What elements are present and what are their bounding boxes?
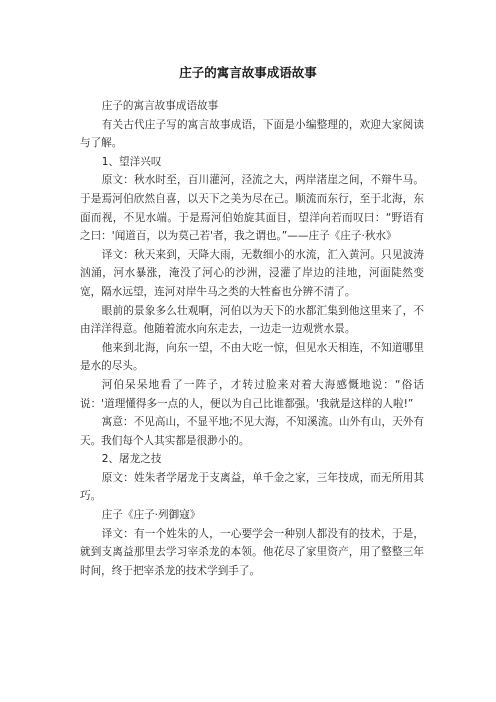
section-heading-2: 2、屠龙之技 bbox=[101, 453, 162, 466]
paragraph-source-2: 庄子《庄子·列御寇》 bbox=[101, 509, 201, 522]
paragraph-heading: 庄子的寓言故事成语故事 bbox=[101, 100, 219, 112]
document-body bbox=[80, 97, 424, 580]
paragraph-story-2: 他来到北海，向东一望，不由大吃一惊，但见水天相连，不知道哪里是水的尽头。 bbox=[80, 341, 424, 373]
paragraph-moral-1: 寓意：不见高山，不显平地;不见大海，不知溪流。山外有山，天外有天。我们每个人其实都是很渺小的。 bbox=[80, 416, 424, 447]
paragraph-original-text-2: 原文：姓朱者学屠龙于支离益，单千金之家，三年技成，而无所用其巧。 bbox=[80, 471, 424, 503]
paragraph-translation-1: 译文：秋天来到，天降大雨，无数细小的水流，汇入黄河。只见波涛汹涌，河水暴涨，淹没了河心的沙洲，浸灌了岸边的洼地，河面陡然变宽，隔水远望，连河对岸牛马之类的大牲畜也分辨不清了。 bbox=[80, 248, 424, 298]
paragraph-story-3: 河伯呆呆地看了一阵子，才转过脸来对着大海感慨地说：“俗话说：'道理懂得多一点的人，便以为自己比谁都强。'我就是这样的人啦!” bbox=[80, 378, 424, 410]
paragraph-story-1: 眼前的景象多么壮观啊，河伯以为天下的水都汇集到他这里来了，不由洋洋得意。他随着流水向东走去，一边走一边观赏水景。 bbox=[80, 304, 424, 336]
paragraph-original-text-1: 原文：秋水时至，百川灌河，泾流之大，两岸渚崖之间，不辩牛马。于是焉河伯欣然自喜，以天下之美为尽在己。顺流而东行，至于北海，东面而视，不见水端。于是焉河伯始旋其面目，望洋向若而叹曰：“野语有之曰：'闻道百，以为莫己若'者，我之谓也。”——庄子《庄子·秋水》 bbox=[80, 174, 424, 243]
paragraph-intro: 有关古代庄子写的寓言故事成语，下面是小编整理的，欢迎大家阅读与了解。 bbox=[80, 118, 424, 150]
paragraph-translation-2: 译文：有一个姓朱的人，一心要学会一种别人都没有的技术，于是，就到支离益那里去学习宰杀龙的本领。他花尽了家里资产，用了整整三年时间，终于把宰杀龙的技术学到手了。 bbox=[80, 527, 424, 577]
document-title: 庄子的寓言故事成语故事 bbox=[179, 65, 317, 80]
section-heading-1: 1、望洋兴叹 bbox=[101, 155, 162, 168]
